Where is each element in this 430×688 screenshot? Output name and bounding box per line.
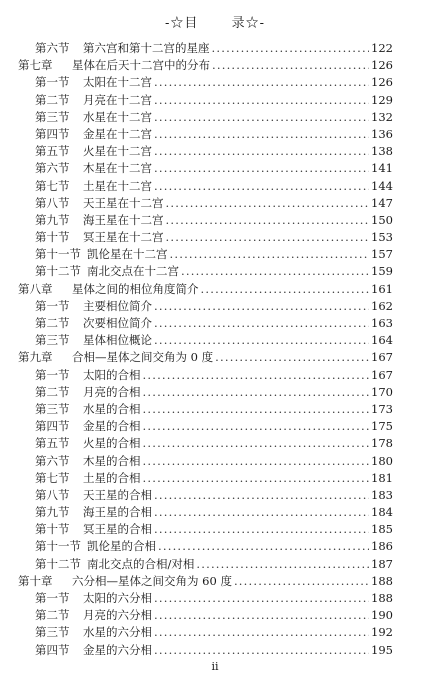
toc-entry-page: 132 [371, 109, 393, 124]
toc-leader-dots [143, 453, 370, 470]
toc-section-row [18, 246, 393, 263]
toc-entry-page: 126 [371, 75, 393, 90]
toc-entry-page: 164 [371, 333, 393, 348]
toc-entry-page: 180 [371, 453, 393, 468]
toc-section-row [18, 401, 393, 418]
toc-entry-title: 天王星在十二宫 [83, 195, 164, 210]
toc-leader-dots [154, 642, 369, 659]
toc-entry-title: 月亮的六分相 [83, 608, 152, 623]
toc-entry-number: 第七节 [35, 178, 70, 193]
toc-entry-number: 第十一节 [35, 247, 81, 262]
toc-section-row [18, 538, 393, 555]
toc-entry-page: 170 [371, 384, 393, 399]
toc-section-row [18, 470, 393, 487]
toc-entry-title: 太阳在十二宫 [83, 75, 152, 90]
toc-entry-title: 星体之间的相位角度简介 [72, 281, 199, 296]
toc-entry-page: 173 [371, 401, 393, 416]
toc-entry-page: 144 [371, 178, 393, 193]
toc-entry-number: 第九章 [18, 350, 53, 365]
toc-entry-page: 195 [371, 642, 393, 657]
toc-section-row [18, 178, 393, 195]
toc-entry-title: 木星在十二宫 [83, 161, 152, 176]
toc-leader-dots [154, 504, 369, 521]
toc-entry-page: 167 [371, 367, 393, 382]
toc-section-row [18, 435, 393, 452]
toc-leader-dots [143, 384, 370, 401]
toc-section-row [18, 607, 393, 624]
toc-chapter-row [18, 281, 393, 298]
toc-leader-dots [143, 435, 370, 452]
toc-leader-dots [154, 590, 369, 607]
toc-entry-page: 175 [371, 419, 393, 434]
toc-leader-dots [181, 263, 369, 280]
toc-chapter-row [18, 349, 393, 366]
toc-leader-dots [158, 538, 369, 555]
toc-entry-page: 147 [371, 195, 393, 210]
toc-entry-title: 合相—星体之间交角为 0 度 [72, 350, 214, 365]
toc-entry-page: 141 [371, 161, 393, 176]
toc-leader-dots [212, 40, 370, 57]
toc-entry-page: 150 [371, 212, 393, 227]
toc-entry-title: 主要相位简介 [83, 298, 152, 313]
toc-entry-page: 163 [371, 316, 393, 330]
toc-entry-title: 火星在十二宫 [83, 144, 152, 159]
toc-entry-title: 水星在十二宫 [83, 109, 152, 124]
toc-entry-page: 188 [371, 573, 393, 588]
toc-leader-dots [154, 74, 369, 91]
toc-entry-number: 第八节 [35, 487, 70, 502]
toc-leader-dots [154, 521, 369, 538]
toc-entry-title: 凯伦星在十二宫 [87, 247, 168, 262]
toc-entry-page: 185 [371, 522, 393, 537]
toc-section-row [18, 504, 393, 521]
toc-entry-number: 第四节 [35, 642, 70, 657]
toc-entry-title: 太阳的合相 [83, 367, 141, 382]
toc-leader-dots [166, 212, 370, 229]
toc-entry-title: 水星的合相 [83, 401, 141, 416]
page-number: ii [211, 660, 219, 673]
toc-chapter-row [18, 573, 393, 590]
toc-entry-title: 木星的合相 [83, 453, 141, 468]
toc-entry-number: 第十节 [35, 522, 70, 537]
toc-entry-page: 129 [371, 92, 393, 107]
toc-section-row [18, 315, 393, 332]
toc-entry-title: 金星的六分相 [83, 642, 152, 657]
toc-entry-number: 第三节 [35, 333, 70, 348]
toc-entry-number: 第一节 [35, 591, 70, 605]
toc-entry-number: 第一节 [35, 298, 70, 313]
toc-entry-number: 第六节 [35, 41, 70, 55]
toc-leader-dots [154, 624, 369, 641]
toc-entry-number: 第九节 [35, 212, 70, 227]
toc-leader-dots [154, 92, 369, 109]
toc-entry-title: 冥王星的合相 [83, 522, 152, 537]
toc-entry-title: 土星在十二宫 [83, 178, 152, 193]
toc-section-row [18, 160, 393, 177]
toc-leader-dots [154, 143, 369, 160]
toc-leader-dots [234, 573, 369, 590]
toc-entry-number: 第五节 [35, 144, 70, 159]
toc-section-row [18, 590, 393, 607]
toc-section-row [18, 74, 393, 91]
toc-entry-number: 第二节 [35, 316, 70, 330]
toc-entry-number: 第六节 [35, 453, 70, 468]
toc-entry-title: 海王星在十二宫 [83, 212, 164, 227]
toc-entry-page: 184 [371, 505, 393, 520]
toc-section-row [18, 642, 393, 659]
toc-entry-title: 次要相位简介 [83, 316, 152, 330]
header-right: 录☆- [231, 16, 265, 31]
toc-leader-dots [166, 229, 370, 246]
toc-entry-number: 第八节 [35, 195, 70, 210]
toc-entry-title: 六分相—星体之间交角为 60 度 [72, 573, 232, 588]
toc-entry-title: 月亮的合相 [83, 384, 141, 399]
toc-leader-dots [154, 332, 369, 349]
toc-entry-number: 第二节 [35, 608, 70, 623]
toc-leader-dots [154, 607, 369, 624]
toc-entry-page: 157 [371, 247, 393, 262]
toc-entry-number: 第七节 [35, 470, 70, 485]
toc-section-row [18, 92, 393, 109]
toc-entry-title: 海王星的合相 [83, 505, 152, 520]
toc-section-row [18, 143, 393, 160]
toc-entry-number: 第八章 [18, 281, 53, 296]
toc-entry-title: 冥王星在十二宫 [83, 230, 164, 245]
toc-section-row [18, 212, 393, 229]
toc-entry-title: 太阳的六分相 [83, 591, 152, 605]
toc-entry-page: 126 [371, 58, 393, 73]
toc-entry-number: 第二节 [35, 92, 70, 107]
toc-entry-title: 第六宫和第十二宫的星座 [83, 41, 210, 55]
toc-leader-dots [143, 470, 370, 487]
toc-entry-title: 金星的合相 [83, 419, 141, 434]
toc-entry-title: 火星的合相 [83, 436, 141, 451]
toc-entry-title: 星体相位概论 [83, 333, 152, 348]
toc-entry-number: 第十一节 [35, 539, 81, 554]
header-left: -☆目 [165, 16, 199, 31]
toc-section-row [18, 298, 393, 315]
toc-entry-title: 水星的六分相 [83, 625, 152, 640]
toc-entry-number: 第五节 [35, 436, 70, 451]
toc-entry-number: 第九节 [35, 505, 70, 520]
toc-entry-title: 金星在十二宫 [83, 126, 152, 141]
toc-leader-dots [154, 160, 369, 177]
toc-section-row [18, 332, 393, 349]
toc-leader-dots [166, 195, 370, 212]
toc-section-row [18, 263, 393, 280]
toc-section-row [18, 195, 393, 212]
toc-section-row [18, 418, 393, 435]
toc-section-row [18, 521, 393, 538]
toc-leader-dots [154, 126, 369, 143]
toc-entry-number: 第十二节 [35, 556, 81, 571]
toc-entry-title: 月亮在十二宫 [83, 92, 152, 107]
toc-leader-dots [143, 401, 370, 418]
toc-entry-page: 181 [371, 470, 393, 485]
toc-leader-dots [154, 298, 369, 315]
toc-entry-number: 第六节 [35, 161, 70, 176]
toc-entry-page: 190 [371, 608, 393, 623]
toc-entry-page: 183 [371, 487, 393, 502]
toc-section-row [18, 126, 393, 143]
toc-leader-dots [143, 367, 370, 384]
toc-entry-page: 162 [371, 298, 393, 313]
toc-entry-page: 186 [371, 539, 393, 554]
toc-entry-page: 178 [371, 436, 393, 451]
toc-section-row [18, 367, 393, 384]
toc-section-row [18, 487, 393, 504]
toc-entry-number: 第一节 [35, 75, 70, 90]
toc-entry-page: 122 [371, 41, 393, 55]
toc-entry-page: 153 [371, 230, 393, 245]
toc-entry-title: 南北交点在十二宫 [87, 264, 179, 279]
toc-entry-page: 192 [371, 625, 393, 640]
toc-entry-number: 第十节 [35, 230, 70, 245]
toc-leader-dots [170, 246, 370, 263]
toc-entry-number: 第十二节 [35, 264, 81, 279]
toc-entry-page: 159 [371, 264, 393, 279]
toc-section-row [18, 229, 393, 246]
toc-section-row [18, 384, 393, 401]
page-footer [0, 660, 430, 673]
toc-leader-dots [154, 487, 369, 504]
toc-leader-dots [154, 109, 369, 126]
toc-entry-page: 188 [371, 591, 393, 605]
toc-entry-title: 天王星的合相 [83, 487, 152, 502]
toc-leader-dots [201, 281, 370, 298]
toc-entry-number: 第三节 [35, 109, 70, 124]
toc-header [0, 12, 430, 31]
toc-leader-dots [215, 349, 369, 366]
toc-leader-dots [154, 178, 369, 195]
toc-section-row [18, 453, 393, 470]
table-of-contents [18, 40, 393, 659]
toc-entry-number: 第二节 [35, 384, 70, 399]
toc-entry-number: 第一节 [35, 367, 70, 382]
toc-chapter-row [18, 57, 393, 74]
toc-entry-page: 161 [371, 281, 393, 296]
toc-entry-title: 星体在后天十二宫中的分布 [72, 58, 210, 73]
toc-section-row [18, 109, 393, 126]
toc-leader-dots [154, 315, 369, 332]
toc-entry-number: 第三节 [35, 401, 70, 416]
toc-leader-dots [143, 418, 370, 435]
toc-entry-page: 138 [371, 144, 393, 159]
toc-entry-page: 187 [371, 556, 393, 571]
toc-section-row [18, 40, 393, 57]
toc-entry-title: 土星的合相 [83, 470, 141, 485]
toc-entry-number: 第七章 [18, 58, 53, 73]
toc-entry-number: 第四节 [35, 419, 70, 434]
toc-entry-page: 167 [371, 350, 393, 365]
toc-leader-dots [196, 556, 369, 573]
toc-entry-number: 第十章 [18, 573, 53, 588]
toc-entry-title: 凯伦星的合相 [87, 539, 156, 554]
toc-section-row [18, 556, 393, 573]
toc-entry-number: 第三节 [35, 625, 70, 640]
toc-entry-number: 第四节 [35, 126, 70, 141]
toc-entry-title: 南北交点的合相/对相 [87, 556, 195, 571]
toc-leader-dots [212, 57, 369, 74]
toc-entry-page: 136 [371, 126, 393, 141]
toc-section-row [18, 624, 393, 641]
